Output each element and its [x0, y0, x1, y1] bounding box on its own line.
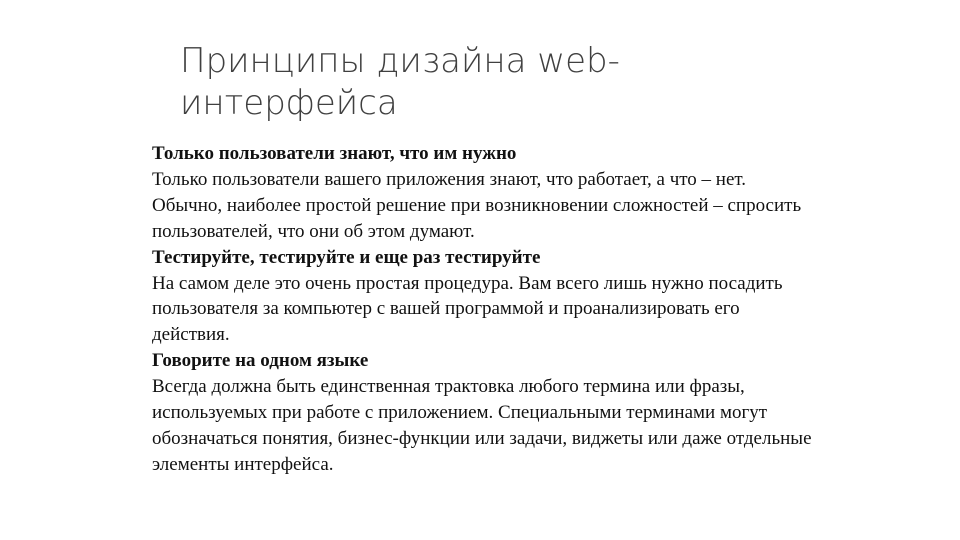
section-text: Только пользователи вашего приложения знают, что работает, а что – нет. Обычно, наиболее простой решение при возникновении сложностей – спросить пользователей, что они об этом думают. [152, 168, 802, 242]
section-text: На самом деле это очень простая процедура. Вам всего лишь нужно посадить пользователя за компьютер с вашей программой и проанализировать его действия. [152, 272, 783, 346]
section-text: Всегда должна быть единственная трактовка любого термина или фразы, используемых при работе с приложением. Специальными терминами могут обозначаться понятия, бизнес-функции или задачи, виджеты или даже отдельные элементы интерфейса. [152, 376, 812, 475]
section-heading: Говорите на одном языке [152, 350, 369, 372]
section-heading: Тестируйте, тестируйте и еще раз тестируйте [152, 246, 541, 268]
slide-title: Принципы дизайна web-интерфейса [180, 41, 620, 123]
slide-body [152, 141, 812, 478]
section-heading: Только пользователи знают, что им нужно [152, 143, 517, 164]
